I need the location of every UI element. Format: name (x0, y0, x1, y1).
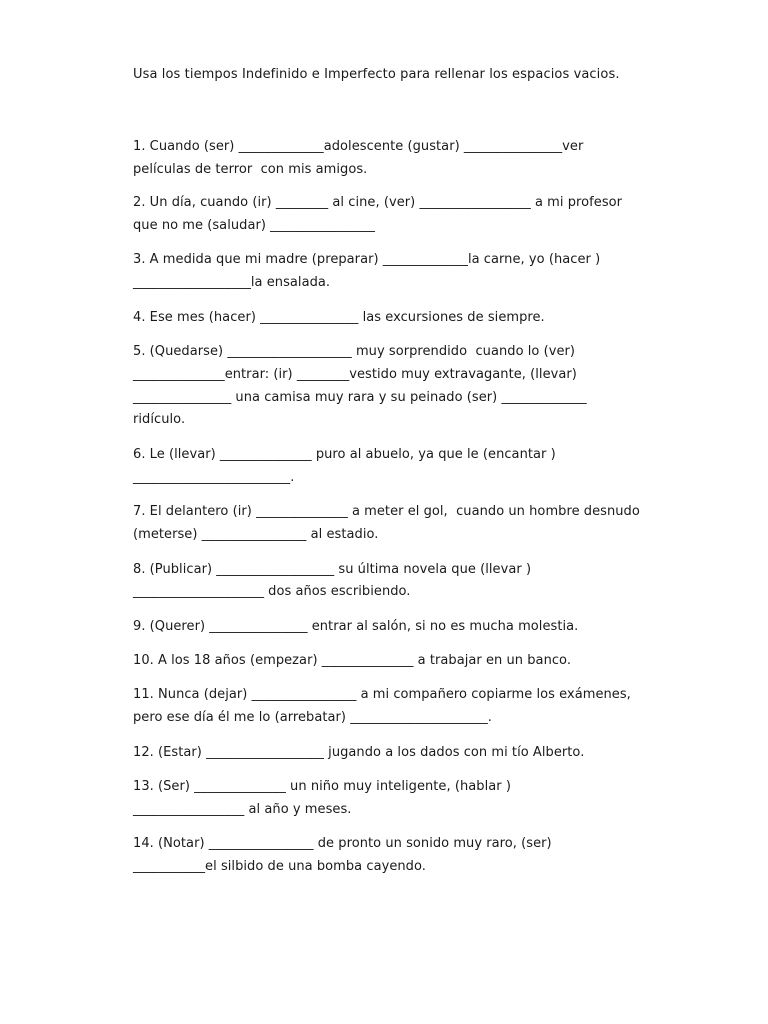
exercise-3-line-1: 3. A medida que mi madre (preparar) _____________la carne, yo (hacer ) (133, 252, 601, 267)
exercise-2-line-2: que no me (saludar) ________________ (133, 218, 375, 233)
exercise-11-line-1: 11. Nunca (dejar) ________________ a mi compañero copiarme los exámenes, (133, 687, 631, 702)
exercise-8-line-2: ____________________ dos años escribiendo. (133, 584, 411, 599)
exercise-13-line-2: _________________ al año y meses. (133, 802, 352, 817)
exercise-12-line-1: 12. (Estar) __________________ jugando a los dados con mi tío Alberto. (133, 745, 585, 760)
exercise-10-line-1: 10. A los 18 años (empezar) ______________ a trabajar en un banco. (133, 653, 572, 668)
exercise-1-line-1: 1. Cuando (ser) _____________adolescente (gustar) _______________ver (133, 139, 584, 154)
exercise-9-line-1: 9. (Querer) _______________ entrar al salón, si no es mucha molestia. (133, 619, 579, 634)
exercise-7-line-1: 7. El delantero (ir) ______________ a meter el gol, cuando un hombre desnudo (133, 504, 640, 519)
exercise-1-line-2: películas de terror con mis amigos. (133, 162, 368, 177)
exercise-4-line-1: 4. Ese mes (hacer) _______________ las excursiones de siempre. (133, 310, 545, 325)
exercise-7-line-2: (meterse) ________________ al estadio. (133, 527, 379, 542)
exercise-5-line-4: ridículo. (133, 412, 186, 427)
exercise-5-line-2: ______________entrar: (ir) ________vestido muy extravagante, (llevar) (133, 367, 577, 382)
exercise-6-line-1: 6. Le (llevar) ______________ puro al abuelo, ya que le (encantar ) (133, 447, 556, 462)
exercise-2-line-1: 2. Un día, cuando (ir) ________ al cine, (ver) _________________ a mi profesor (133, 195, 623, 210)
exercise-8-line-1: 8. (Publicar) __________________ su última novela que (llevar ) (133, 562, 532, 577)
instruction-text: Usa los tiempos Indefinido e Imperfecto para rellenar los espacios vacios. (133, 67, 620, 82)
exercise-14-line-2: ___________el silbido de una bomba cayendo. (133, 859, 426, 874)
exercise-14-line-1: 14. (Notar) ________________ de pronto un sonido muy raro, (ser) (133, 836, 552, 851)
exercise-3-line-2: __________________la ensalada. (133, 275, 331, 290)
exercise-6-line-2: ________________________. (133, 470, 295, 485)
exercise-13-line-1: 13. (Ser) ______________ un niño muy inteligente, (hablar ) (133, 779, 511, 794)
exercise-5-line-1: 5. (Quedarse) ___________________ muy sorprendido cuando lo (ver) (133, 344, 576, 359)
exercise-5-line-3: _______________ una camisa muy rara y su peinado (ser) _____________ (133, 390, 587, 405)
exercise-11-line-2: pero ese día él me lo (arrebatar) _____________________. (133, 710, 492, 725)
